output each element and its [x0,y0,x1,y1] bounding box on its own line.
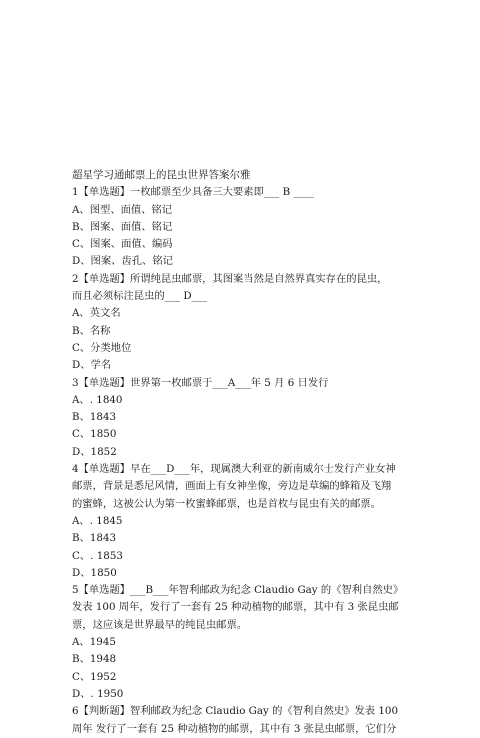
question-4 [72,461,418,582]
option-a: A、. 1845 [72,514,123,527]
question-stem-line: 发表 100 周年，发行了一套有 25 种动植物的邮票，其中有 3 张昆虫邮 [72,601,399,614]
option-d: D、1850 [72,566,117,579]
document-title: 超星学习通邮票上的昆虫世界答案尔雅 [72,169,251,181]
option-c: C、1952 [72,670,117,683]
option-c: C、. 1853 [72,549,123,562]
option-b: B、1843 [72,532,117,545]
option-a: A、英文名 [72,307,121,320]
option-c: C、1850 [72,428,117,441]
question-5 [72,582,418,703]
question-3 [72,375,418,461]
question-stem-line: 4【单选题】早在___D___年，现属澳大利亚的新南威尔士发行产业女神 [72,463,396,476]
question-stem: 1【单选题】一枚邮票至少具备三大要素即___ B ____ [72,186,315,199]
question-stem-line: 而且必须标注昆虫的___ D___ [72,290,208,303]
question-stem-line: 的蜜蜂，这被公认为第一枚蜜蜂邮票，也是首枚与昆虫有关的邮票。 [72,497,381,510]
option-b: B、图案、面值、铭记 [72,220,173,233]
option-b: B、名称 [72,324,111,337]
question-2 [72,271,418,375]
question-stem-line: 5【单选题】___B___年智利邮政为纪念 Claudio Gay 的《智利自然史》 [72,584,404,597]
question-stem-line: 周年 发行了一套有 25 种动植物的邮票，其中有 3 张昆虫邮票，它们分 [72,722,397,735]
question-stem-line: 2【单选题】所谓纯昆虫邮票，其图案当然是自然界真实存在的昆虫， [72,272,388,285]
option-b: B、1843 [72,411,117,424]
question-6 [72,703,418,738]
question-stem: 3【单选题】世界第一枚邮票于___A___年 5 月 6 日发行 [72,376,329,389]
option-a: A、. 1840 [72,393,123,406]
option-d: D、图案、齿孔、铭记 [72,255,173,268]
question-stem-line: 票，这应该是世界最早的纯昆虫邮票。 [72,618,248,631]
option-d: D、. 1950 [72,687,124,700]
option-d: D、学名 [72,359,112,372]
option-a: A、1945 [72,636,116,649]
option-a: A、图型、面值、铭记 [72,203,173,216]
question-1 [72,184,418,270]
option-c: C、图案、面值、编码 [72,238,173,251]
option-d: D、1852 [72,445,117,458]
document-body [72,167,418,738]
question-stem-line: 6【判断题】智利邮政为纪念 Claudio Gay 的《智利自然史》发表 100 [72,705,399,718]
option-b: B、1948 [72,653,117,666]
question-stem-line: 邮票，背景是悉尼风情，画面上有女神坐像，旁边是草编的蜂箱及飞翔 [72,480,392,493]
option-c: C、分类地位 [72,341,132,354]
